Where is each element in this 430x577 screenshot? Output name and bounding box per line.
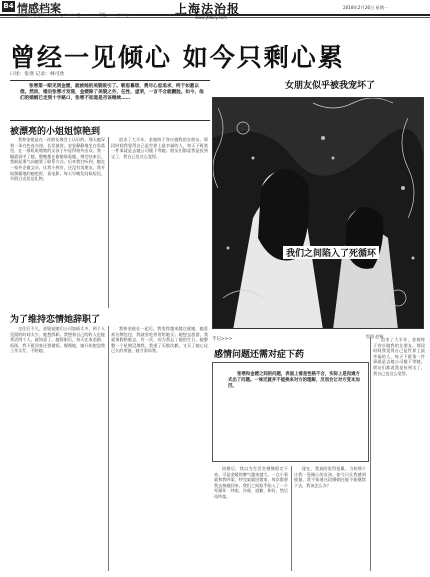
section-badge: B4 — [3, 2, 14, 10]
intro-rule-bottom — [10, 120, 210, 121]
column-1: 我和金媛是在一次朋友聚会上认识的。那天她穿着一条白色连衣裙，长发披肩，安安静静地坐在角落里，在一群叽叽喳喳的女孩子中显得格外出众。我一眼就看中了她，整晚都在偷偷地看她。聚会结束后，我鼓起勇气向她要了联系方式。后来我打听到，她在一家外企做文员，比我小两岁，还没有男朋友。我开始频繁地约她吃饭、看电影，每天早晚发问候短信，节假日送花送礼物。 — [10, 137, 105, 182]
column-divider — [108, 137, 109, 308]
column-divider — [108, 326, 109, 571]
subhead-1: 被漂亮的小姐姐惊艳到 — [10, 127, 101, 137]
editor-line: 责任编辑 郭嘉 E-mail:fzb_dhsuka@sina.com 网址:www.jfdaily.com — [17, 12, 139, 17]
illustration — [212, 97, 424, 329]
illustration-credit: 绘图 赵铜 — [366, 334, 384, 339]
column-divider — [291, 466, 292, 571]
illustration-art — [213, 98, 424, 329]
subhead-2: 为了维持恋情她辞职了 — [10, 315, 101, 325]
date-line: 2018年2月26日 星期一 — [343, 5, 389, 10]
subhead-3: 女朋友似乎被我宠坏了 — [285, 81, 376, 91]
page-headline: 曾经一见倾心 如今只剩心累 — [10, 43, 345, 72]
intro-paragraph: 张寒第一眼见到金媛，就被她的美貌吸引了。朝思暮想，费尽心思追求，终于如愿以偿。然而，婚后张寒才发现，金媛除了美貌之外，任性、虚荣，一言不合就翻脸。如今，他们的婚姻已走到十字路口，张寒不知道是否该继续…… — [20, 84, 204, 102]
commentary-lead: 张寒和金媛之间的问题，表面上看是性格不合，实际上是沟通方式出了问题。一味迁就并不能换来对方的理解，反而会让对方变本加厉。 — [228, 372, 360, 389]
column-7: 追求了大半年，金媛终于答应做我的女朋友。那段时间我觉得自己是世界上最幸福的人，每天下班第一件事就是去她公司楼下等她。朋友们都说我是捡到宝了，我自己也这么觉得。 — [373, 337, 425, 376]
column-5: 结婚后，我以为生活会慢慢稳定下来。可是金媛的脾气越来越大，一点小事就和我吵架，吵完架就回娘家，每次都要我去接她回来。我们之间似乎陷入了一个死循环：吵架、冷战、道歉、和好，然后再吵架。 — [214, 466, 288, 499]
subhead-4: 我们之间陷入了死循环 — [283, 246, 379, 259]
commentary-tag: 手记>>> — [212, 337, 233, 342]
paper-url: www.jfdaily.com — [195, 15, 228, 20]
column-4: 我和金媛在一起后，我变得越来越迁就她。她喜欢名牌包包，我就省吃俭用给她买；她想去旅游，我就请假陪她去。有一次，因为我忘了她的生日，她整整一个星期没理我。我道了无数次歉，又买了她心仪已久的项链，她才原谅我。 — [111, 326, 208, 354]
intro-rule-top — [10, 80, 210, 81]
subhead-5: 感情问题还需对症下药 — [214, 350, 305, 360]
column-2: 追求了大半年，金媛终于答应做我的女朋友。那段时间我觉得自己是世界上最幸福的人，每天下班第一件事就是去她公司楼下等她。朋友们都说我是捡到宝了，我自己也这么觉得。 — [111, 137, 208, 159]
section-title: 情感档案 — [17, 2, 61, 15]
column-6: 现在，我真的觉得很累。当初那个让我一见倾心的女孩，如今只让我感到疲惫。我不知道这段婚姻还能不能继续下去，我该怎么办？ — [294, 466, 366, 488]
column-3: 交往后不久，金媛说她们公司加班太多，两个人见面的时间太少，她想辞职。我想着自己的收入也能养活两个人，就同意了。她辞职后，每天在家追剧、逛街，我下班回家还要做饭。慢慢地，她开始抱怨我工作太忙，不陪她。 — [10, 326, 105, 354]
byline: 口述：张寒 记录：林可欣 — [10, 72, 65, 77]
column-divider — [370, 337, 371, 571]
newspaper-masthead: 上海法治报 — [175, 2, 241, 16]
